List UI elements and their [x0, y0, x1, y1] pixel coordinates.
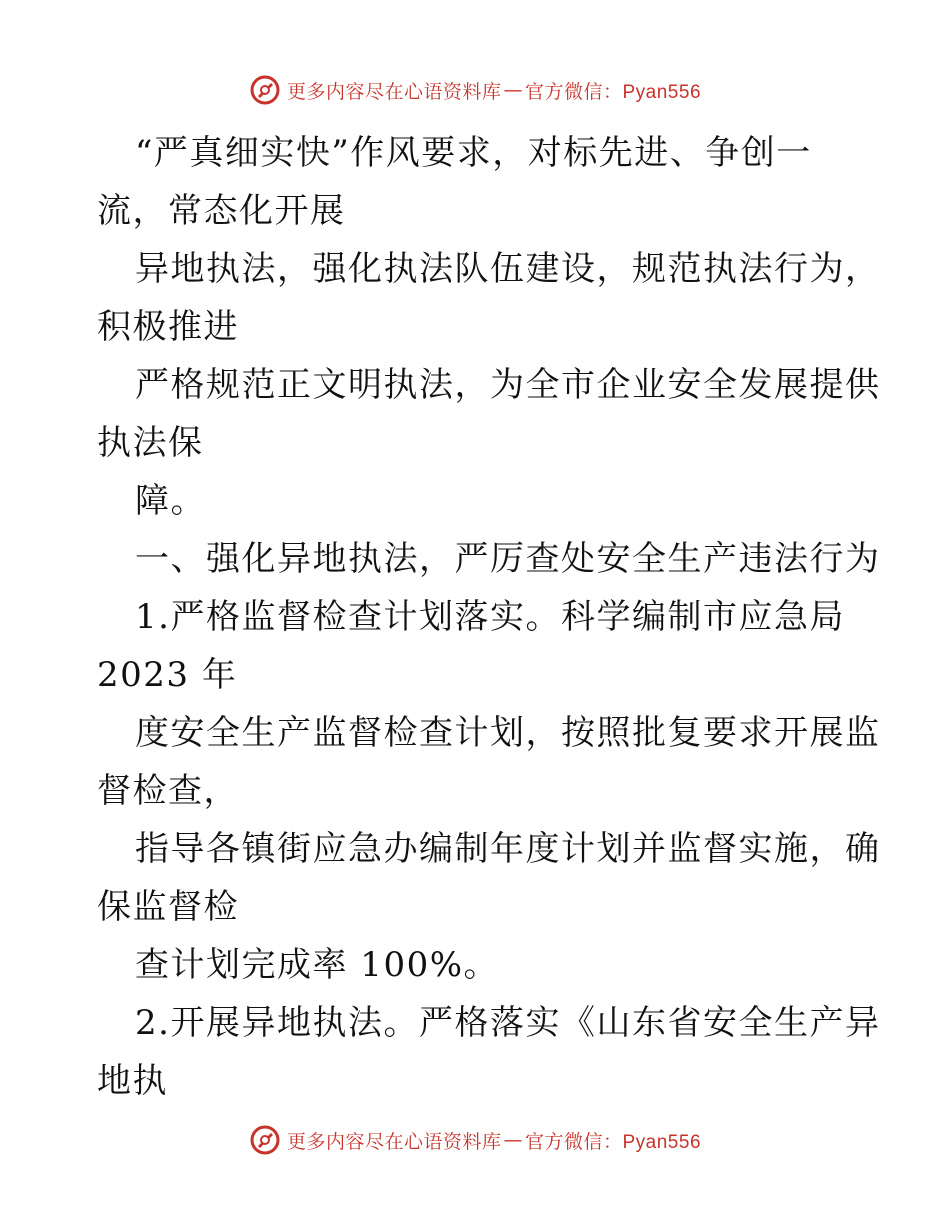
text-line: 执法保 — [97, 423, 204, 463]
header-banner — [0, 70, 950, 110]
text-line: 地执 — [97, 1061, 168, 1101]
text-line: 查计划完成率 100%。 — [135, 945, 500, 985]
logo-icon — [249, 74, 281, 106]
banner-separator: — — [503, 1129, 523, 1151]
banner-text: 更多内容尽在心语资料库 — [286, 1130, 502, 1153]
text-line: 督检查， — [97, 771, 239, 811]
text-line: 流，常态化开展 — [97, 191, 346, 231]
footer-banner — [0, 1120, 950, 1160]
section-heading: 一、强化异地执法，严厉查处安全生产违法行为 — [135, 539, 881, 579]
text-line: 2023 年 — [97, 655, 238, 695]
text-line: 1.严格监督检查计划落实。科学编制市应急局 — [135, 597, 845, 637]
text-line: 障。 — [135, 481, 206, 521]
banner-contact: 官方微信：Pyan556 — [525, 81, 702, 103]
banner-contact: 官方微信：Pyan556 — [525, 1131, 702, 1153]
text-line: 积极推进 — [97, 307, 239, 347]
text-line: 2.开展异地执法。严格落实《山东省安全生产异 — [135, 1003, 881, 1043]
text-line: 异地执法，强化执法队伍建设，规范执法行为， — [135, 249, 881, 289]
text-line: 指导各镇街应急办编制年度计划并监督实施，确 — [135, 829, 881, 869]
banner-separator: — — [503, 79, 523, 101]
text-line: 度安全生产监督检查计划，按照批复要求开展监 — [135, 713, 881, 753]
logo-icon — [249, 1124, 281, 1156]
text-line: 严格规范正文明执法，为全市企业安全发展提供 — [135, 365, 881, 405]
text-line: 保监督检 — [97, 887, 239, 927]
document-body — [97, 124, 881, 1110]
banner-text: 更多内容尽在心语资料库 — [286, 80, 502, 103]
text-line: “严真细实快”作风要求，对标先进、争创一 — [135, 133, 812, 173]
